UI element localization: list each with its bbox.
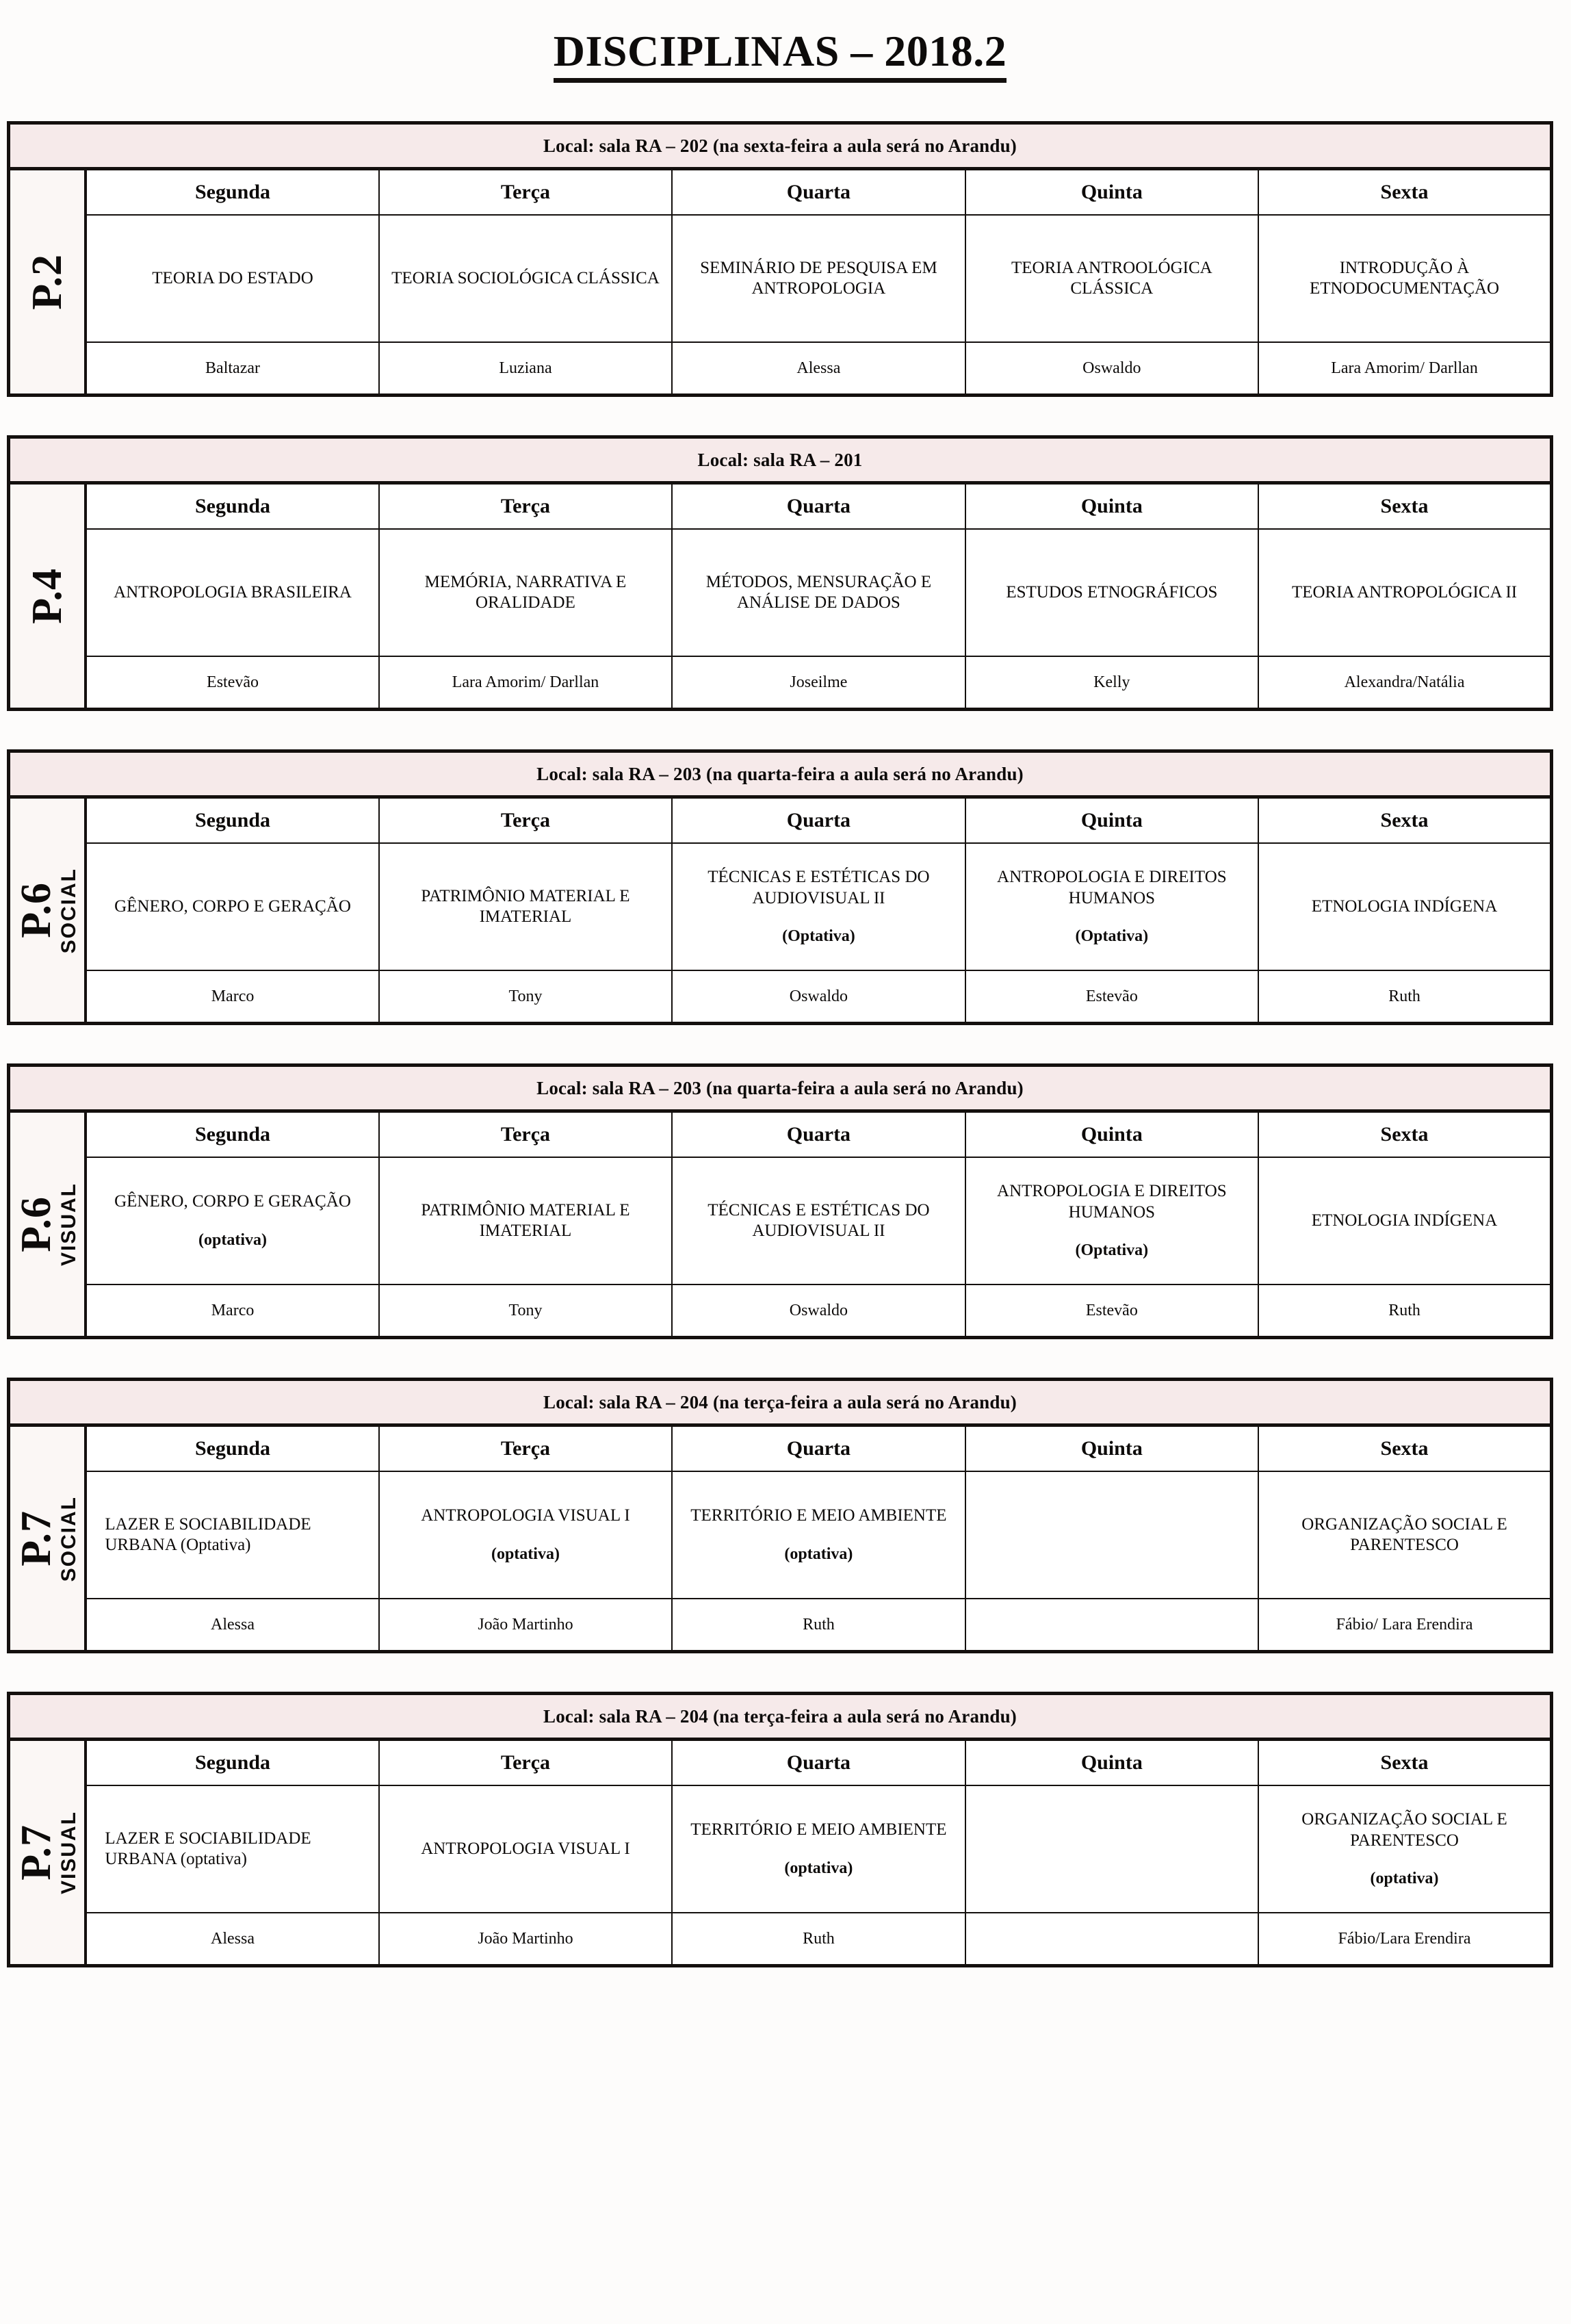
subject-name: MÉTODOS, MENSURAÇÃO E ANÁLISE DE DADOS [705,572,932,612]
subject-name: ORGANIZAÇÃO SOCIAL E PARENTESCO [1301,1810,1507,1850]
teacher-cell: Kelly [965,656,1258,710]
subject-name: ANTROPOLOGIA BRASILEIRA [114,582,352,602]
day-header-row [9,1111,1552,1158]
subject-elective-note: (Optativa) [782,927,855,946]
location-row [9,1694,1552,1740]
day-header-sexta: Sexta [1258,797,1551,844]
day-header-terça: Terça [379,797,672,844]
day-header-segunda: Segunda [86,1425,378,1472]
subject-elective-note: (optativa) [784,1859,853,1877]
subject-name: TERRITÓRIO E MEIO AMBIENTE [690,1820,947,1839]
teacher-cell: João Martinho [379,1599,672,1652]
period-track-label: SOCIAL [57,867,81,953]
teacher-cell: Ruth [1258,970,1551,1024]
schedule-block [7,121,1553,397]
subject-cell [86,529,378,656]
teacher-cell: Fábio/ Lara Erendira [1258,1599,1551,1652]
subject-cell [86,1471,378,1599]
day-header-sexta: Sexta [1258,483,1551,530]
schedule-block [7,1692,1553,1967]
day-header-terça: Terça [379,1425,672,1472]
schedule-table [7,1692,1553,1967]
period-label-cell [9,1425,86,1652]
teacher-cell: Estevão [86,656,378,710]
day-header-quinta: Quinta [965,483,1258,530]
subject-name: TEORIA DO ESTADO [152,268,313,287]
subject-row [9,1785,1552,1913]
subject-name: TÉCNICAS E ESTÉTICAS DO AUDIOVISUAL II [707,868,930,907]
subject-row [9,1471,1552,1599]
teacher-cell: Oswaldo [672,970,965,1024]
subject-cell [379,529,672,656]
subject-cell [1258,1157,1551,1284]
day-header-quarta: Quarta [672,169,965,216]
location-row [9,123,1552,169]
block-gap [7,1339,1553,1378]
subject-cell [86,1157,378,1284]
period-label-cell [9,1740,86,1966]
schedule-block [7,1378,1553,1653]
subject-name: TÉCNICAS E ESTÉTICAS DO AUDIOVISUAL II [707,1200,930,1241]
day-header-segunda: Segunda [86,1740,378,1786]
period-label-cell [9,1111,86,1338]
location-row [9,437,1552,483]
teacher-row [9,1913,1552,1966]
day-header-quarta: Quarta [672,1740,965,1786]
schedule-table [7,1378,1553,1653]
block-gap [7,1653,1553,1692]
location-banner: Local: sala RA – 204 (na terça-feira a aula será no Arandu) [9,1694,1552,1740]
subject-cell [672,843,965,970]
subject-cell [965,843,1258,970]
day-header-quinta: Quinta [965,1111,1258,1158]
subject-cell [86,843,378,970]
subject-row [9,1157,1552,1284]
day-header-segunda: Segunda [86,797,378,844]
teacher-cell: Marco [86,1284,378,1338]
subject-cell [1258,215,1551,342]
subject-elective-note: (optativa) [491,1545,560,1563]
subject-cell [379,1785,672,1913]
location-banner: Local: sala RA – 203 (na quarta-feira a aula será no Arandu) [9,751,1552,797]
day-header-sexta: Sexta [1258,1740,1551,1786]
subject-cell [86,215,378,342]
subject-elective-note: (Optativa) [1075,927,1149,946]
teacher-cell: Alessa [86,1913,378,1966]
teacher-cell: João Martinho [379,1913,672,1966]
subject-name: LAZER E SOCIABILIDADE URBANA (Optativa) [105,1514,311,1555]
teacher-cell: Alexandra/Natália [1258,656,1551,710]
teacher-row [9,1599,1552,1652]
block-gap [7,83,1553,121]
period-label-cell [9,797,86,1024]
subject-row [9,843,1552,970]
teacher-cell: Alessa [86,1599,378,1652]
schedule-block [7,435,1553,711]
period-label: P.7 [13,1510,60,1567]
period-track-label: VISUAL [57,1811,81,1895]
day-header-segunda: Segunda [86,483,378,530]
day-header-sexta: Sexta [1258,1111,1551,1158]
day-header-quinta: Quinta [965,797,1258,844]
period-track-label: VISUAL [57,1183,81,1267]
teacher-row [9,342,1552,396]
day-header-terça: Terça [379,1111,672,1158]
schedule-table [7,435,1553,711]
teacher-cell: Alessa [672,342,965,396]
day-header-quinta: Quinta [965,1740,1258,1786]
location-row [9,751,1552,797]
teacher-cell: Tony [379,970,672,1024]
teacher-cell: Tony [379,1284,672,1338]
subject-cell [672,529,965,656]
subject-name: ORGANIZAÇÃO SOCIAL E PARENTESCO [1301,1514,1507,1555]
subject-name: MEMÓRIA, NARRATIVA E ORALIDADE [424,572,627,612]
location-row [9,1066,1552,1111]
day-header-segunda: Segunda [86,169,378,216]
subject-name: TEORIA SOCIOLÓGICA CLÁSSICA [391,268,660,287]
block-gap [7,1025,1553,1063]
teacher-cell: Baltazar [86,342,378,396]
teacher-row [9,970,1552,1024]
period-label: P.6 [13,1196,60,1253]
location-row [9,1380,1552,1425]
day-header-quarta: Quarta [672,797,965,844]
subject-name: PATRIMÔNIO MATERIAL E IMATERIAL [421,1200,630,1241]
subject-name: ANTROPOLOGIA E DIREITOS HUMANOS [997,868,1227,907]
subject-cell [965,1157,1258,1284]
subject-cell [379,215,672,342]
teacher-cell: Ruth [672,1913,965,1966]
teacher-row [9,656,1552,710]
subject-cell [1258,1785,1551,1913]
location-banner: Local: sala RA – 203 (na quarta-feira a aula será no Arandu) [9,1066,1552,1111]
teacher-cell: Oswaldo [672,1284,965,1338]
teacher-cell: Marco [86,970,378,1024]
subject-name: LAZER E SOCIABILIDADE URBANA (optativa) [105,1829,311,1869]
subject-cell [672,1157,965,1284]
subject-name: TERRITÓRIO E MEIO AMBIENTE [690,1506,947,1525]
teacher-cell [965,1913,1258,1966]
subject-elective-note: (Optativa) [1075,1241,1149,1260]
block-gap [7,397,1553,435]
day-header-row [9,483,1552,530]
location-banner: Local: sala RA – 204 (na terça-feira a aula será no Arandu) [9,1380,1552,1425]
teacher-cell: Ruth [1258,1284,1551,1338]
subject-name: INTRODUÇÃO À ETNODOCUMENTAÇÃO [1309,258,1500,298]
schedule-table [7,1063,1553,1339]
teacher-cell: Lara Amorim/ Darllan [379,656,672,710]
subject-cell [379,1471,672,1599]
teacher-cell: Estevão [965,1284,1258,1338]
schedule-table [7,121,1553,397]
teacher-cell: Estevão [965,970,1258,1024]
subject-elective-note: (optativa) [1370,1870,1439,1888]
subject-elective-note: (optativa) [198,1230,268,1249]
subject-elective-note: (optativa) [784,1545,853,1563]
subject-cell [379,843,672,970]
day-header-quinta: Quinta [965,1425,1258,1472]
period-label: P.4 [24,568,71,625]
day-header-terça: Terça [379,1740,672,1786]
page-title-text: DISCIPLINAS – 2018.2 [554,28,1007,83]
day-header-terça: Terça [379,483,672,530]
subject-cell [672,215,965,342]
period-label: P.7 [13,1824,60,1881]
location-banner: Local: sala RA – 202 (na sexta-feira a aula será no Arandu) [9,123,1552,169]
day-header-quinta: Quinta [965,169,1258,216]
schedule-block [7,1063,1553,1339]
subject-cell [965,1785,1258,1913]
period-label-cell [9,483,86,710]
teacher-row [9,1284,1552,1338]
day-header-quarta: Quarta [672,483,965,530]
subject-name: GÊNERO, CORPO E GERAÇÃO [114,896,351,916]
subject-name: ANTROPOLOGIA E DIREITOS HUMANOS [997,1182,1227,1222]
day-header-segunda: Segunda [86,1111,378,1158]
subject-name: ANTROPOLOGIA VISUAL I [421,1839,630,1858]
subject-name: PATRIMÔNIO MATERIAL E IMATERIAL [421,886,630,927]
subject-name: TEORIA ANTROOLÓGICA CLÁSSICA [1011,258,1212,298]
period-track-label: SOCIAL [57,1495,81,1581]
teacher-cell: Joseilme [672,656,965,710]
day-header-sexta: Sexta [1258,169,1551,216]
subject-name: TEORIA ANTROPOLÓGICA II [1291,582,1518,602]
subject-row [9,529,1552,656]
subject-name: ETNOLOGIA INDÍGENA [1311,896,1498,916]
location-banner: Local: sala RA – 201 [9,437,1552,483]
day-header-row [9,1425,1552,1472]
subject-cell [1258,529,1551,656]
teacher-cell: Oswaldo [965,342,1258,396]
teacher-cell: Luziana [379,342,672,396]
day-header-quarta: Quarta [672,1111,965,1158]
schedule-blocks-container [7,83,1553,1967]
page-title [7,0,1553,83]
period-label: P.6 [13,882,60,939]
day-header-row [9,797,1552,844]
schedule-table [7,749,1553,1025]
block-gap [7,711,1553,749]
subject-name: ESTUDOS ETNOGRÁFICOS [1006,582,1218,602]
schedule-block [7,749,1553,1025]
subject-name: SEMINÁRIO DE PESQUISA EM ANTROPOLOGIA [700,258,937,298]
subject-cell [965,215,1258,342]
day-header-quarta: Quarta [672,1425,965,1472]
subject-name: ANTROPOLOGIA VISUAL I [421,1506,630,1525]
subject-cell [672,1785,965,1913]
subject-row [9,215,1552,342]
teacher-cell: Lara Amorim/ Darllan [1258,342,1551,396]
subject-name: ETNOLOGIA INDÍGENA [1311,1211,1498,1230]
day-header-sexta: Sexta [1258,1425,1551,1472]
teacher-cell: Fábio/Lara Erendira [1258,1913,1551,1966]
subject-cell [379,1157,672,1284]
period-label: P.2 [24,254,71,311]
teacher-cell: Ruth [672,1599,965,1652]
subject-cell [86,1785,378,1913]
subject-cell [672,1471,965,1599]
subject-name: GÊNERO, CORPO E GERAÇÃO [114,1192,351,1211]
day-header-terça: Terça [379,169,672,216]
subject-cell [1258,1471,1551,1599]
day-header-row [9,169,1552,216]
subject-cell [965,1471,1258,1599]
teacher-cell [965,1599,1258,1652]
day-header-row [9,1740,1552,1786]
period-label-cell [9,169,86,396]
subject-cell [1258,843,1551,970]
subject-cell [965,529,1258,656]
